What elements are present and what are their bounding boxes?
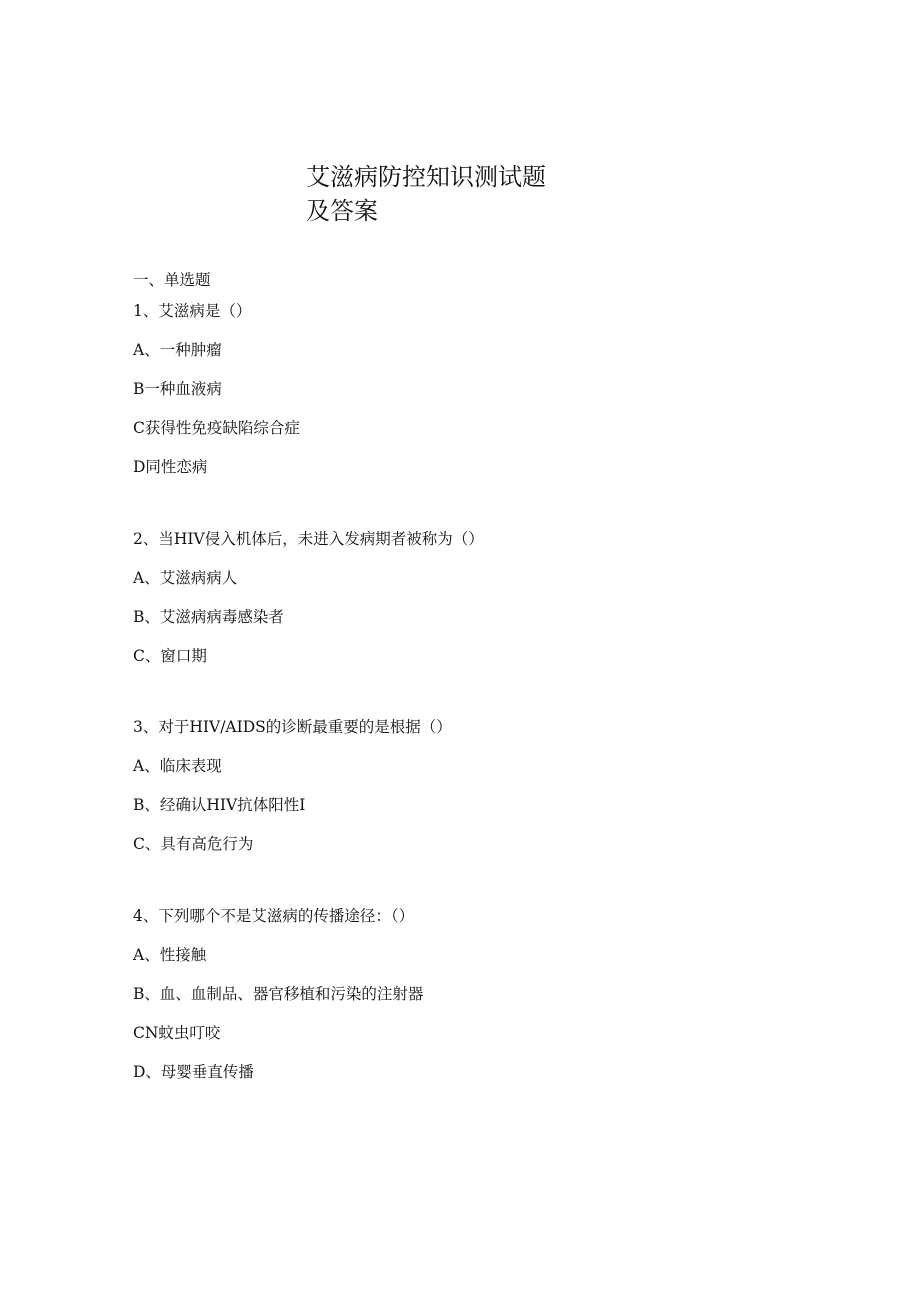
- question-2-option-a: A、艾滋病病人: [133, 569, 238, 587]
- question-3-stem: 3、对于HIV/AIDS的诊断最重要的是根据（）: [133, 718, 452, 736]
- question-3-option-a: A、临床表现: [133, 757, 222, 775]
- document-title: [306, 160, 546, 228]
- question-1-option-c: C获得性免疫缺陷综合症: [133, 419, 300, 437]
- question-4-option-d: D、母婴垂直传播: [133, 1063, 254, 1081]
- question-2-option-b: B、艾滋病病毒感染者: [133, 608, 284, 626]
- section-heading: 一、单选题: [133, 271, 211, 289]
- question-4-stem: 4、下列哪个不是艾滋病的传播途径：（）: [133, 907, 415, 925]
- question-1-option-a: A、一种肿瘤: [133, 341, 222, 359]
- question-3-option-c: C、具有高危行为: [133, 835, 254, 853]
- question-2-stem: 2、当HIV侵入机体后，未进入发病期者被称为（）: [133, 530, 484, 548]
- question-4-option-c: CN蚊虫叮咬: [133, 1024, 221, 1042]
- question-3-option-b: B、经确认HIV抗体阳性I: [133, 796, 306, 814]
- document-title-line-1: 艾滋病防控知识测试题: [306, 163, 546, 191]
- question-4-option-a: A、性接触: [133, 946, 207, 964]
- question-1-option-d: D同性恋病: [133, 458, 208, 476]
- question-1-stem: 1、艾滋病是（）: [133, 302, 252, 320]
- question-4-option-b: B、血、血制品、器官移植和污染的注射器: [133, 985, 424, 1003]
- question-2-option-c: C、窗口期: [133, 647, 207, 665]
- question-1-option-b: B一种血液病: [133, 380, 222, 398]
- document-title-line-2: 及答案: [306, 197, 378, 225]
